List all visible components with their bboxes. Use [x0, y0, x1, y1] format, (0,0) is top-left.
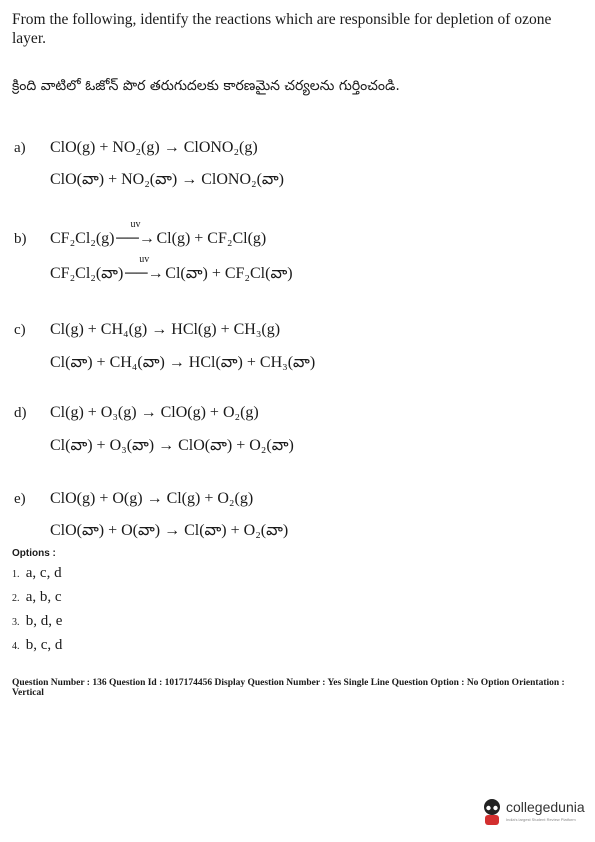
- option-text: a, c, d: [25, 565, 62, 581]
- option-number: 4.: [12, 641, 20, 652]
- reaction-c-label: c): [14, 322, 26, 338]
- option-text: b, c, d: [25, 637, 63, 653]
- uv-label: uv: [139, 254, 150, 265]
- reaction-b-line2-product: Cl(వా) + CF₂Cl(వా): [165, 265, 293, 282]
- reaction-b-label: b): [14, 231, 27, 247]
- question-metadata: Question Number : 136 Question Id : 1017174456 Display Question Number : Yes Single Line Question Option : No Option Orientation : Vertical: [12, 678, 565, 698]
- reaction-b-line2-reactant: CF₂Cl₂(వా): [50, 265, 124, 282]
- reaction-e-label: e): [14, 491, 26, 507]
- logo-wordmark: collegedunia: [506, 799, 585, 815]
- reaction-c-line2: Cl(వా) + CH₄(వా) → HCl(వా) + CH₃(వా): [50, 354, 316, 371]
- reaction-a-line1: ClO(g) + NO₂(g) → ClONO₂(g): [50, 139, 258, 156]
- option-2[interactable]: [12, 589, 62, 606]
- option-text: b, d, e: [25, 613, 63, 629]
- options-heading: Options :: [12, 548, 56, 559]
- option-number: 3.: [12, 617, 20, 628]
- reaction-b-line2: [50, 254, 293, 286]
- reaction-d-line1: Cl(g) + O₃(g) → ClO(g) + O₂(g): [50, 404, 259, 421]
- reaction-e-line1: ClO(g) + O(g) → Cl(g) + O₂(g): [50, 490, 254, 507]
- option-number: 2.: [12, 593, 20, 604]
- option-4[interactable]: [12, 637, 62, 654]
- question-text-english: From the following, identify the reactions which are responsible for depletion of ozone layer.: [12, 11, 552, 47]
- collegedunia-logo: [480, 795, 588, 831]
- option-3[interactable]: [12, 613, 62, 630]
- reaction-e-line2: ClO(వా) + O(వా) → Cl(వా) + O₂(వా): [50, 522, 289, 539]
- option-1[interactable]: [12, 565, 62, 582]
- reaction-b-line1-reactant: CF₂Cl₂(g): [50, 230, 115, 247]
- reaction-d-line2: Cl(వా) + O₃(వా) → ClO(వా) + O₂(వా): [50, 437, 294, 454]
- reaction-d-label: d): [14, 405, 27, 421]
- logo-tagline: India's largest Student Review Platform: [506, 817, 576, 822]
- mascot-icon: [480, 797, 504, 827]
- reaction-c-line1: Cl(g) + CH₄(g) → HCl(g) + CH₃(g): [50, 321, 281, 338]
- reaction-b-line1: [50, 219, 267, 248]
- question-text-telugu: క్రింది వాటిలో ఓజోన్ పొర తరుగుదలకు కారణమైన చర్యలను గుర్తించండి.: [12, 78, 400, 94]
- reaction-b-line1-product: Cl(g) + CF₂Cl(g): [156, 230, 267, 247]
- uv-arrow-icon: uv ──→: [124, 254, 164, 282]
- reaction-a-label: a): [14, 140, 26, 156]
- option-number: 1.: [12, 569, 20, 580]
- uv-label: uv: [130, 219, 141, 230]
- uv-arrow-icon: uv ──→: [116, 219, 155, 247]
- option-text: a, b, c: [25, 589, 62, 605]
- reaction-a-line2: ClO(వా) + NO₂(వా) → ClONO₂(వా): [50, 171, 285, 188]
